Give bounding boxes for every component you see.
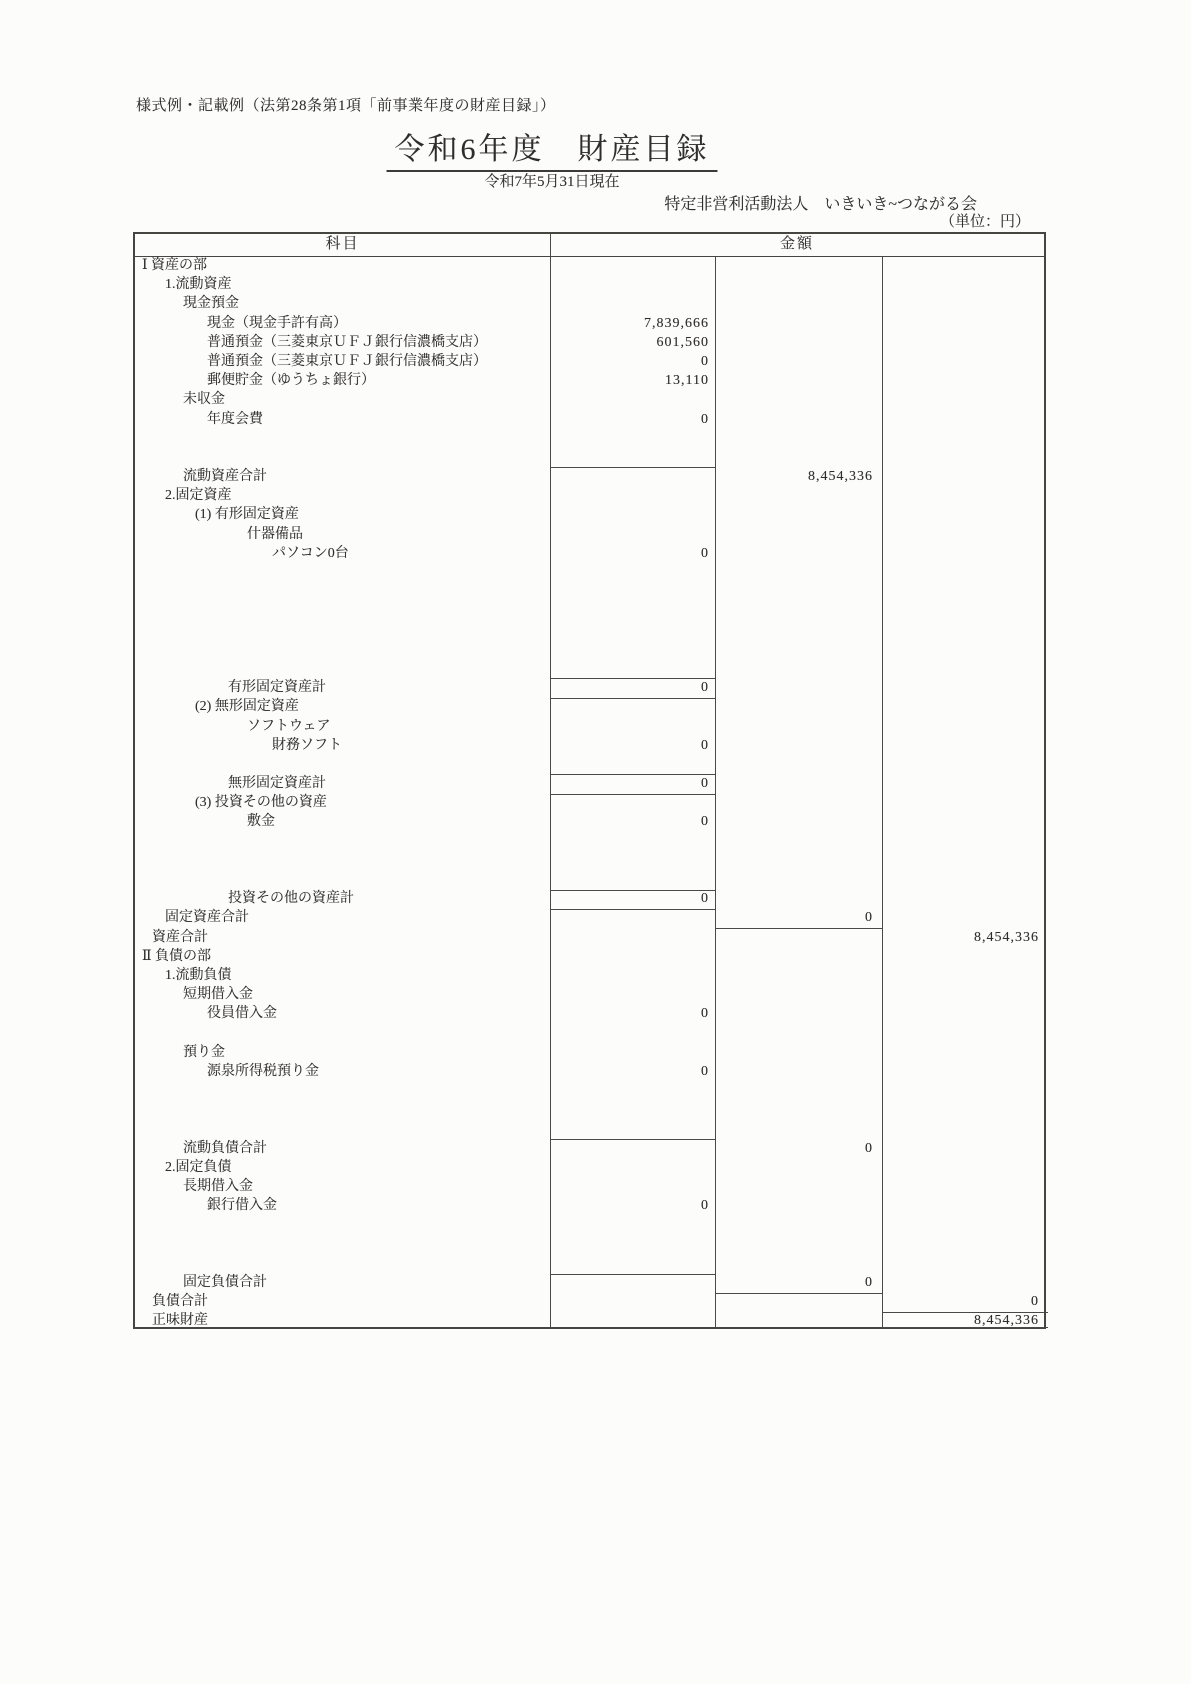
- account-label: 預り金: [183, 1044, 225, 1060]
- amount-subtotal: 0: [865, 910, 873, 926]
- table-row: [135, 947, 1044, 966]
- account-label: 未収金: [183, 392, 225, 408]
- account-label: Ⅰ 資産の部: [142, 258, 208, 273]
- table-row: [135, 832, 1044, 851]
- account-label: 負債合計: [152, 1294, 208, 1310]
- table-row: [135, 294, 1044, 313]
- account-label: (2) 無形固定資産: [195, 699, 299, 715]
- table-row: [135, 1235, 1044, 1254]
- table-row: [135, 966, 1044, 985]
- account-label: 長期借入金: [183, 1179, 253, 1194]
- account-label: 財務ソフト: [272, 737, 342, 753]
- table-body: [135, 256, 1044, 1331]
- table-row: [135, 525, 1044, 544]
- account-label: Ⅱ 負債の部: [142, 948, 212, 964]
- amount-detail: 0: [701, 545, 709, 561]
- account-label: 現金預金: [183, 296, 239, 312]
- table-row: [135, 736, 1044, 755]
- table-row: [135, 812, 1044, 831]
- amount-detail: 0: [701, 680, 709, 696]
- table-row: [135, 1311, 1044, 1330]
- table-row: [135, 563, 1044, 582]
- amount-detail: 601,560: [656, 334, 709, 350]
- account-label: 無形固定資産計: [228, 776, 326, 792]
- account-label: 2.固定資産: [165, 488, 232, 504]
- account-label: 1.流動負債: [165, 967, 232, 983]
- account-label: 固定負債合計: [183, 1274, 267, 1290]
- table-row: [135, 333, 1044, 352]
- amount-total: 8,454,336: [974, 1313, 1039, 1329]
- table-row: [135, 486, 1044, 505]
- table-row: [135, 870, 1044, 889]
- amount-total: 8,454,336: [974, 929, 1039, 945]
- table-row: [135, 448, 1044, 467]
- amount-subtotal: 0: [865, 1140, 873, 1156]
- amount-subtotal: 8,454,336: [808, 469, 873, 485]
- account-label: 固定資産合計: [165, 910, 249, 926]
- account-label: 短期借入金: [183, 987, 253, 1003]
- table-row: [135, 467, 1044, 486]
- amount-detail: 13,110: [665, 373, 709, 389]
- header-amount: 金額: [779, 236, 814, 252]
- table-row: [135, 1292, 1044, 1311]
- table-row: [135, 544, 1044, 563]
- amount-detail: 0: [701, 411, 709, 427]
- amount-detail: 0: [701, 353, 709, 369]
- account-label: 流動資産合計: [183, 469, 267, 485]
- table-row: [135, 1062, 1044, 1081]
- account-label: 2.固定負債: [165, 1159, 232, 1175]
- account-label: 現金（現金手許有高）: [207, 315, 347, 331]
- table-row: [135, 697, 1044, 716]
- table-row: [135, 1004, 1044, 1023]
- table-row: [135, 1081, 1044, 1100]
- amount-detail: 0: [701, 737, 709, 753]
- table-row: [135, 851, 1044, 870]
- amount-detail: 0: [701, 1063, 709, 1079]
- account-label: 什器備品: [247, 526, 303, 542]
- table-row: [135, 314, 1044, 333]
- table-row: [135, 755, 1044, 774]
- form-note: 様式例・記載例（法第28条第1項「前事業年度の財産目録」）: [136, 98, 556, 114]
- account-label: 投資その他の資産計: [228, 891, 354, 907]
- table-row: [135, 678, 1044, 697]
- amount-detail: 0: [701, 814, 709, 830]
- account-label: ソフトウェア: [247, 718, 331, 734]
- table-row: [135, 1273, 1044, 1292]
- table-row: [135, 717, 1044, 736]
- table-row: [135, 505, 1044, 524]
- amount-detail: 0: [701, 776, 709, 792]
- account-label: 資産合計: [152, 929, 208, 945]
- table-row: [135, 582, 1044, 601]
- account-label: 郵便貯金（ゆうちょ銀行）: [207, 373, 375, 389]
- account-label: 正味財産: [152, 1313, 208, 1329]
- table-row: [135, 1196, 1044, 1215]
- table-row: [135, 928, 1044, 947]
- amount-detail: 0: [701, 891, 709, 907]
- account-label: 源泉所得税預り金: [207, 1063, 319, 1079]
- table-row: [135, 793, 1044, 812]
- account-label: 1.流動資産: [165, 277, 232, 293]
- table-row: [135, 1177, 1044, 1196]
- account-label: (1) 有形固定資産: [195, 507, 299, 523]
- table-row: [135, 774, 1044, 793]
- table-row: [135, 275, 1044, 294]
- table-row: [135, 1119, 1044, 1138]
- table-row: [135, 1100, 1044, 1119]
- table-row: [135, 390, 1044, 409]
- amount-detail: 0: [701, 1198, 709, 1214]
- account-label: 普通預金（三菱東京ＵＦＪ銀行信濃橋支店）: [207, 353, 487, 369]
- account-label: 年度会費: [207, 411, 263, 427]
- table-row: [135, 256, 1044, 275]
- account-label: (3) 投資その他の資産: [195, 795, 327, 811]
- table-row: [135, 1254, 1044, 1273]
- table-row: [135, 889, 1044, 908]
- account-label: 有形固定資産計: [228, 680, 326, 696]
- inventory-table: [133, 232, 1046, 1329]
- table-row: [135, 908, 1044, 927]
- table-row: [135, 1139, 1044, 1158]
- table-row: [135, 1043, 1044, 1062]
- account-label: 銀行借入金: [207, 1198, 277, 1214]
- table-row: [135, 429, 1044, 448]
- organization-name: 特定非営利活動法人 いきいき~つながる会: [664, 196, 977, 213]
- table-row: [135, 1215, 1044, 1234]
- account-label: 敷金: [247, 814, 275, 830]
- account-label: 流動負債合計: [183, 1140, 267, 1156]
- amount-detail: 7,839,666: [644, 315, 709, 331]
- account-label: 役員借入金: [207, 1006, 277, 1022]
- table-row: [135, 1158, 1044, 1177]
- table-row: [135, 410, 1044, 429]
- amount-subtotal: 0: [865, 1274, 873, 1290]
- header-subject: 科目: [325, 236, 360, 252]
- as-of-date: 令和7年5月31日現在: [484, 174, 620, 190]
- table-header-row: [135, 234, 1044, 257]
- table-row: [135, 371, 1044, 390]
- document-title: 令和6年度 財産目録: [387, 124, 718, 172]
- table-row: [135, 601, 1044, 620]
- table-row: [135, 1024, 1044, 1043]
- table-row: [135, 985, 1044, 1004]
- unit-label: （単位：円）: [939, 214, 1030, 230]
- table-row: [135, 640, 1044, 659]
- amount-detail: 0: [701, 1006, 709, 1022]
- account-label: 普通預金（三菱東京ＵＦＪ銀行信濃橋支店）: [207, 334, 487, 350]
- table-row: [135, 352, 1044, 371]
- table-row: [135, 621, 1044, 640]
- table-row: [135, 659, 1044, 678]
- amount-total: 0: [1031, 1294, 1039, 1310]
- account-label: パソコン0台: [272, 545, 349, 561]
